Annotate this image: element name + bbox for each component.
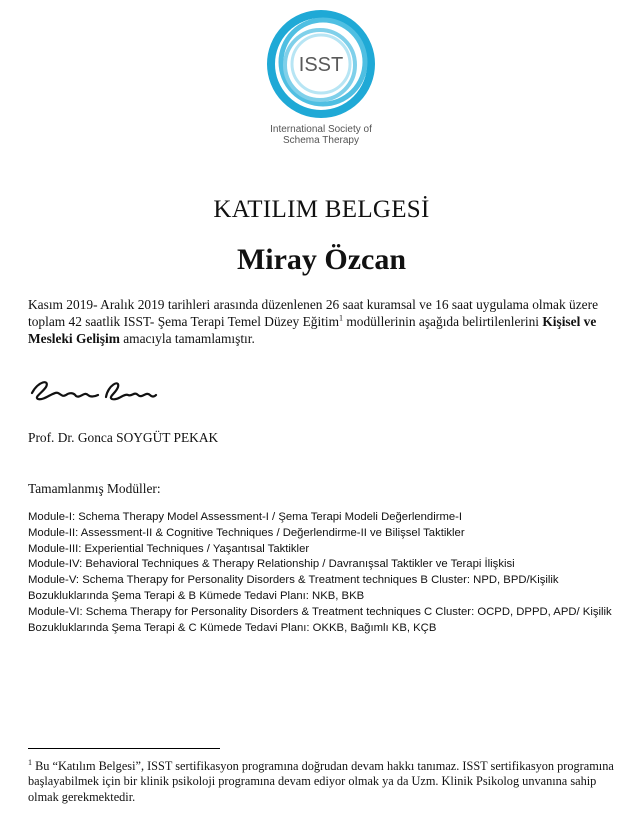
footnote-number: 1 [28, 757, 32, 767]
module-item: Module-VI: Schema Therapy for Personality Disorders & Treatment techniques C Cluster: OCPD, DPPD, APD/ Kişilik Bozukluklarında Şema Terapi & C Kümede Tedavi Planı: OKKB, Bağımlı KB, KÇB [28, 605, 612, 634]
signatory-name: Prof. Dr. Gonca SOYGÜT PEKAK [28, 430, 219, 445]
org-name [256, 124, 386, 146]
isst-logo-emblem [265, 8, 377, 120]
module-item: Module-V: Schema Therapy for Personality Disorders & Treatment techniques B Cluster: NPD, BPD/Kişilik Bozukluklarında Şema Terapi & B Kümede Tedavi Planı: NKB, BKB [28, 574, 559, 602]
logo-text: ISST [298, 54, 344, 76]
isst-logo [256, 8, 386, 146]
statement-part-2: modüllerinin aşağıda belirtilenlerini [343, 314, 543, 329]
module-item: Module-III: Experiential Techniques / Yaşantısal Taktikler [28, 542, 310, 555]
statement-emphasis: Kişisel ve Mesleki Gelişim [28, 314, 597, 346]
footnote-divider [28, 748, 220, 749]
modules-heading: Tamamlanmış Modüller: [28, 481, 161, 496]
footnote-ref: 1 [339, 313, 344, 323]
certificate-title: KATILIM BELGESİ [213, 196, 430, 223]
module-item: Module-IV: Behavioral Techniques & Therapy Relationship / Davranışsal Taktikler ve Terapi İlişkisi [28, 558, 515, 571]
statement-part-3: amacıyla tamamlamıştır. [119, 331, 255, 346]
signature-image [28, 373, 158, 405]
module-item: Module-I: Schema Therapy Model Assessment-I / Şema Terapi Modeli Değerlendirme-I [28, 511, 463, 523]
statement-part-1: Kasım 2019- Aralık 2019 tarihleri arasında düzenlenen 26 saat kuramsal ve 16 saat uygulama olmak üzere toplam 42 saatlik ISST- Şema Terapi Temel Düzey Eğitim [28, 297, 599, 329]
footnote [28, 759, 618, 805]
modules-list [28, 510, 618, 636]
footnote-text: Bu “Katılım Belgesi”, ISST sertifikasyon programına doğrudan devam hakkı tanımaz. ISST sertifikasyon programına başlayabilmek için bir klinik psikoloji programına devam ediyor olmak ya da Uzm. Klinik Psikolog unvanına sahip olmak gerekmektedir. [28, 759, 614, 804]
certificate-statement [28, 296, 618, 347]
org-name-line1: International Society of [270, 124, 372, 135]
org-name-line2: Schema Therapy [283, 135, 359, 146]
module-item: Module-II: Assessment-II & Cognitive Techniques / Değerlendirme-II ve Bilişsel Taktikler [28, 526, 465, 539]
recipient-name: Miray Özcan [236, 243, 407, 276]
